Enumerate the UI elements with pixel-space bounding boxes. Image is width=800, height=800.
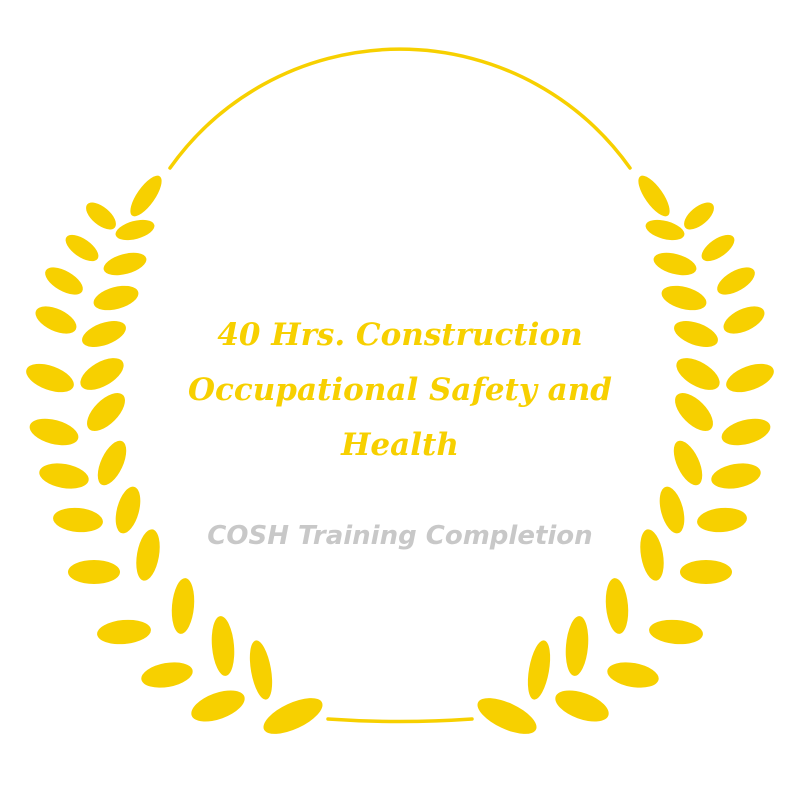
leaf [81, 387, 132, 438]
leaf [37, 460, 90, 492]
leaf [113, 216, 156, 244]
leaf [101, 249, 149, 280]
leaf [139, 659, 194, 692]
badge-title: 40 Hrs. Construction Occupational Safety and Health [188, 317, 612, 463]
leaf [91, 281, 141, 314]
leaf [92, 437, 132, 490]
leaf [259, 691, 328, 742]
leaf [27, 414, 82, 450]
leaf [187, 684, 249, 728]
leaf [96, 618, 152, 647]
leaf [22, 358, 77, 398]
ring-bottom-arc [328, 719, 472, 722]
leaf [246, 639, 276, 702]
leaf [79, 316, 130, 352]
leaf [31, 301, 80, 340]
leaf [209, 615, 236, 677]
leaf [111, 484, 145, 536]
leaf [81, 198, 120, 235]
badge-subtitle: COSH Training Completion [207, 521, 593, 551]
leaf [125, 171, 167, 221]
leaf [75, 352, 129, 397]
ring-top-arc [170, 49, 630, 168]
leaf [41, 262, 87, 300]
leaf [68, 560, 120, 584]
leaf [170, 577, 197, 635]
leaf [61, 230, 102, 267]
leaf [52, 506, 104, 534]
